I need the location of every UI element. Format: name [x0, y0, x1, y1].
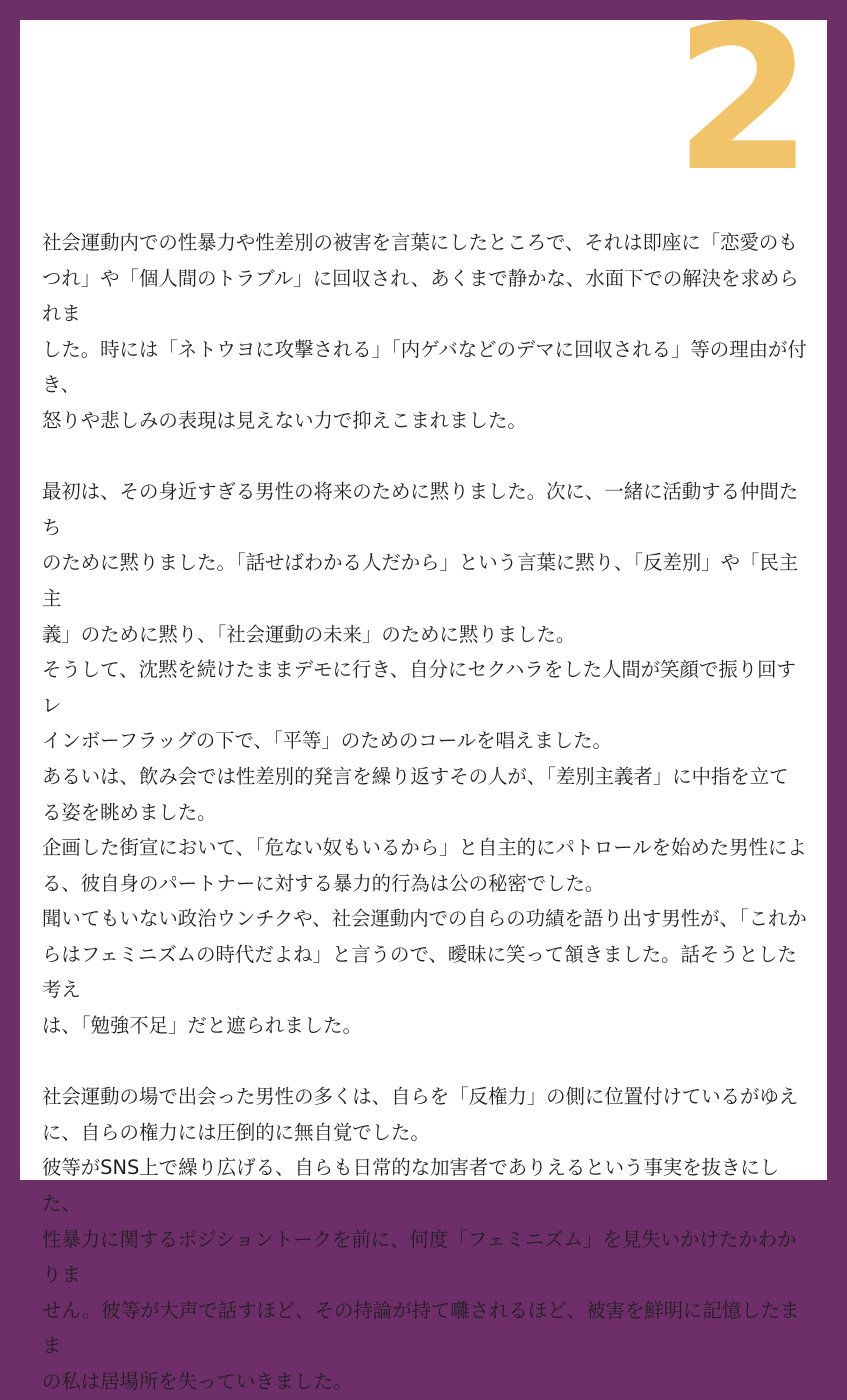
- page-sheet: [20, 0, 827, 1393]
- paragraph: 企画した街宣において、「危ない奴もいるから」と自主的にパトロールを始めた男性によ る、彼自身のパートナーに対する暴力的行為は公の秘密でした。: [42, 836, 807, 895]
- paragraph: 最初は、その身近すぎる男性の将来のために黙りました。次に、一緒に活動する仲間たち のために黙りました。「話せばわかる人だから」という言葉に黙り、「反差別」や「民主主 義」のために黙り、「社会運動の未来」のために黙りました。: [42, 480, 799, 646]
- body-text: [42, 225, 810, 1400]
- paragraph: 彼等がSNS上で繰り広げる、自らも日常的な加害者でありえるという事実を抜きにした、 性暴力に関するポジショントークを前に、何度「フェミニズム」を見失いかけたかわかりま せん。彼等が大声で話すほど、その持論が持て囃されるほど、被害を鮮明に記憶したまま の私は居場所を失っていきました。: [42, 1156, 800, 1393]
- paragraph: 社会運動内での性暴力や性差別の被害を言葉にしたところで、それは即座に「恋愛のも つれ」や「個人間のトラブル」に回収され、あくまで静かな、水面下での解決を求められま した。時には「ネトウヨに攻撃される」「内ゲバなどのデマに回収される」等の理由が付き、 怒りや悲しみの表現は見えない力で抑えこまれました。: [42, 231, 807, 432]
- page-number: 2: [673, 0, 809, 216]
- paragraph: 社会運動の場で出会った男性の多くは、自らを「反権力」の側に位置付けているがゆえ に、自らの権力には圧倒的に無自覚でした。: [42, 1085, 799, 1144]
- paragraph: 聞いてもいない政治ウンチクや、社会運動内での自らの功績を語り出す男性が、「これか らはフェミニズムの時代だよね」と言うので、曖昧に笑って頷きました。話そうとした考え は、「勉強不足」だと遮られました。: [42, 907, 807, 1038]
- paragraph: そうして、沈黙を続けたままデモに行き、自分にセクハラをした人間が笑顔で振り回すレ インボーフラッグの下で、「平等」のためのコールを唱えました。: [42, 658, 796, 753]
- paragraph: あるいは、飲み会では性差別的発言を繰り返すその人が、「差別主義者」に中指を立て る姿を眺めました。: [42, 764, 789, 824]
